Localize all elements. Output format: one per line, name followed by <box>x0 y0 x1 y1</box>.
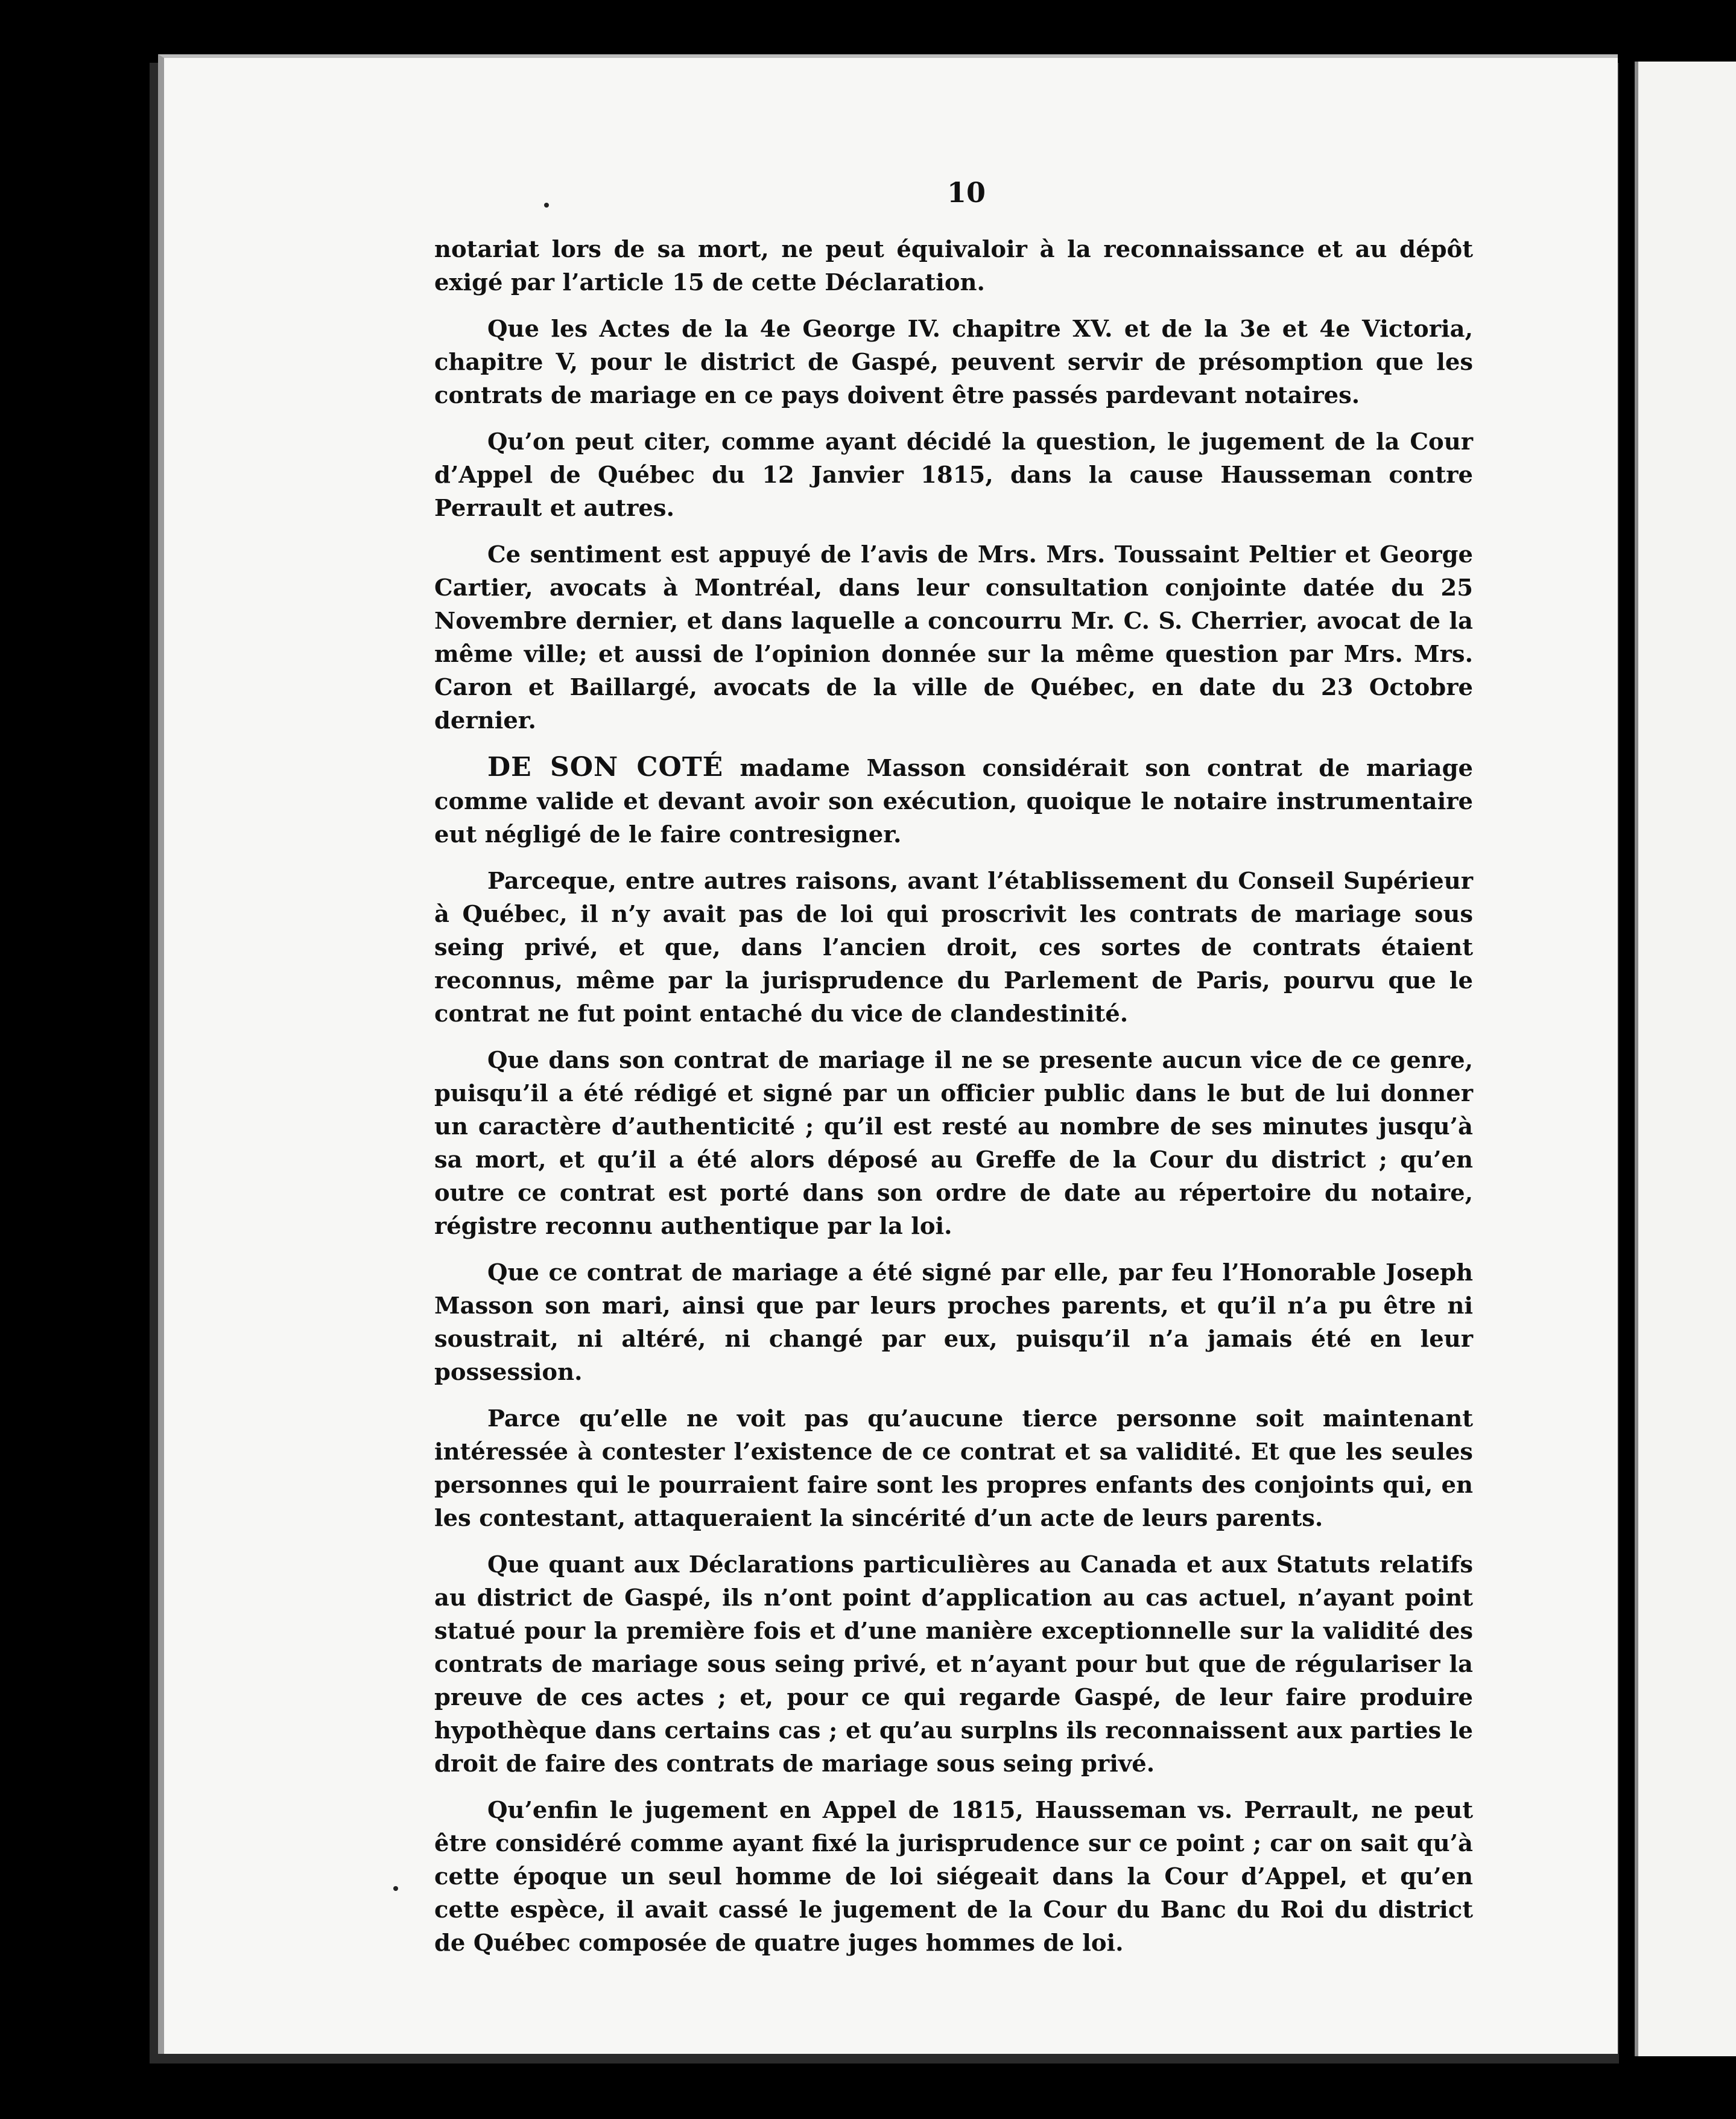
paragraph <box>434 313 1473 412</box>
paragraph <box>434 1044 1473 1243</box>
paragraph-text: Ce sentiment est appuyé de l’avis de Mrs. Mrs. Toussaint Peltier et George Cartier, avocats à Montréal, dans leur consultation conjointe datée du 25 Novembre dernier, et dans laquelle a concourru Mr. C. S. Cherrier, avocat de la même ville; et aussi de l’opinion donnée sur la même question par Mrs. Mrs. Caron et Baillargé, avocats de la ville de Québec, en date du 23 Octobre dernier. <box>434 541 1473 734</box>
paragraph-text: Parce qu’elle ne voit pas qu’aucune tierce personne soit maintenant intéressée à contester l’existence de ce contrat et sa validité. Et que les seules personnes qui le pourraient faire sont les propres enfants des conjoints qui, en les contestant, attaqueraient la sincérité d’un acte de leurs parents. <box>434 1405 1473 1532</box>
paragraph <box>434 1256 1473 1389</box>
paragraph <box>434 1794 1473 1960</box>
paragraph <box>434 865 1473 1031</box>
paragraph <box>434 425 1473 525</box>
paragraph <box>434 751 1473 851</box>
document-body <box>434 233 1473 1973</box>
paragraph-text: notariat lors de sa mort, ne peut équivaloir à la reconnaissance et au dépôt exigé par l’article 15 de cette Déclaration. <box>434 236 1473 296</box>
paragraph-text: Qu’on peut citer, comme ayant décidé la question, le jugement de la Cour d’Appel de Québec du 12 Janvier 1815, dans la cause Hausseman contre Perrault et autres. <box>434 428 1473 522</box>
paragraph-text: Que les Actes de la 4e George IV. chapitre XV. et de la 3e et 4e Victoria, chapitre V, pour le district de Gaspé, peuvent servir de présomption que les contrats de mariage en ce pays doivent être passés pardevant notaires. <box>434 316 1473 409</box>
speck-mark <box>393 1886 398 1891</box>
paragraph <box>434 538 1473 737</box>
paragraph <box>434 233 1473 299</box>
page-number: 10 <box>947 176 986 209</box>
paragraph <box>434 1548 1473 1781</box>
adjacent-page-edge <box>1635 62 1736 2056</box>
paragraph-text: Qu’enfin le jugement en Appel de 1815, Hausseman vs. Perrault, ne peut être considéré comme ayant fixé la jurisprudence sur ce point ; car on sait qu’à cette époque un seul homme de loi siégeait dans la Cour d’Appel, et qu’en cette espèce, il avait cassé le jugement de la Cour du Banc du Roi du district de Québec composée de quatre juges hommes de loi. <box>434 1797 1473 1957</box>
paragraph-text: Que quant aux Déclarations particulières au Canada et aux Statuts relatifs au district de Gaspé, ils n’ont point d’application au cas actuel, n’ayant point statué pour la première fois et d’une manière exceptionnelle sur la validité des contrats de mariage sous seing privé, et n’ayant pour but que de régulariser la preuve de ces actes ; et, pour ce qui regarde Gaspé, de leur faire produire hypothèque dans certains cas ; et qu’au surplns ils reconnaissent aux parties le droit de faire des contrats de mariage sous seing privé. <box>434 1551 1473 1777</box>
speck-mark <box>544 203 549 208</box>
paragraph-text: Que dans son contrat de mariage il ne se presente aucun vice de ce genre, puisqu’il a été rédigé et signé par un officier public dans le but de lui donner un caractère d’authenticité ; qu’il est resté au nombre de ses minutes jusqu’à sa mort, et qu’il a été alors déposé au Greffe de la Cour du district ; qu’en outre ce contrat est porté dans son ordre de date au répertoire du notaire, régistre reconnu authentique par la loi. <box>434 1047 1473 1240</box>
paragraph-text: madame Masson considérait son contrat de mariage comme valide et devant avoir son exécution, quoique le notaire instrumentaire eut négligé de le faire contresigner. <box>434 755 1473 848</box>
paragraph-text: Parceque, entre autres raisons, avant l’établissement du Conseil Supérieur à Québec, il n’y avait pas de loi qui proscrivit les contrats de mariage sous seing privé, et que, dans l’ancien droit, ces sortes de contrats étaient reconnus, même par la jurisprudence du Parlement de Paris, pourvu que le contrat ne fut point entaché du vice de clandestinité. <box>434 868 1473 1028</box>
paragraph <box>434 1402 1473 1535</box>
paragraph-text: Que ce contrat de mariage a été signé par elle, par feu l’Honorable Joseph Masson son mari, ainsi que par leurs proches parents, et qu’il n’a pu être ni soustrait, ni altéré, ni changé par eux, puisqu’il n’a jamais été en leur possession. <box>434 1259 1473 1386</box>
paragraph-lead: DE SON COTÉ <box>487 752 724 783</box>
